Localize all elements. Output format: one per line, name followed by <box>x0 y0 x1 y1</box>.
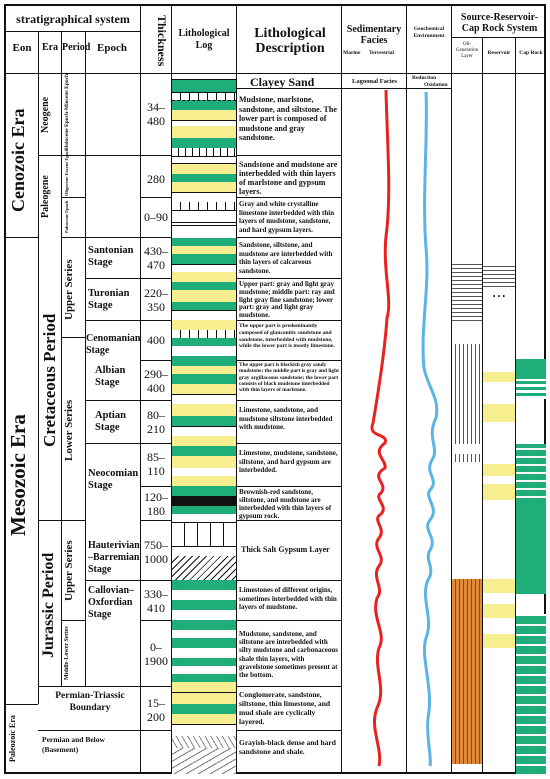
oil-gen-column <box>452 74 482 774</box>
thickness-middle-lower: 0– 1900 <box>144 640 168 668</box>
cap-rock-header: Cap Rock <box>519 50 543 56</box>
desc-santonian: Sandstone, siltstone, and mudstone are interbedded with thin layers of calcareous sandstone. <box>239 241 333 275</box>
period-header: Period <box>62 42 91 53</box>
epoch-upper-series-jurassic: Upper Series <box>63 540 75 602</box>
marine-label: Marine <box>343 50 361 56</box>
desc-permian-triassic: Conglomerate, sandstone, siltstone, thin limestone, and mud shale are cyclically layered. <box>239 690 331 726</box>
epoch-header: Epoch <box>97 42 127 54</box>
desc-hauterivian: Thick Salt Gypsum Layer <box>241 546 330 554</box>
lith-desc-header: Lithological Description <box>254 26 326 56</box>
stage-hauterivian: Hauterivian –Barremian Stage <box>88 540 140 575</box>
terrestrial-label: Terrestrial <box>369 50 395 56</box>
thickness-albian: 290– 400 <box>144 367 168 395</box>
epoch-upper-series: Upper Series <box>63 259 75 321</box>
thickness-hauterivian: 750– 1000 <box>144 538 168 566</box>
desc-cenomanian: The upper part is predominantly composed of glauconitic sandstone and sandstone, interbedded with mudstone, while the lower part is mostly limestone. <box>239 323 335 350</box>
stage-permian-below: Permian and Below (Basement) <box>42 735 105 754</box>
lith-log-header: Lithological Log <box>178 28 230 51</box>
period-cretaceous: Cretaceous Period <box>40 313 59 447</box>
stage-neocomian: Neocomian Stage <box>88 468 139 491</box>
epoch-middle-lower: Middle-Lower Series <box>64 626 70 680</box>
stage-permian-triassic: Permian-Triassic Boundary <box>55 691 125 713</box>
thickness-paleocene: 0–90 <box>144 210 168 224</box>
thickness-neogene: 34– 480 <box>147 100 165 128</box>
desc-callovian: Limestones of different origins, sometimes interbedded with thin layers of mudstone. <box>239 586 337 611</box>
geochem-reduction: Reduction <box>412 75 437 81</box>
srcap-header: Source-Reservoir-Cap Rock System <box>460 12 539 34</box>
eon-mesozoic: Mesozoic Era <box>6 414 30 536</box>
thickness-callovian: 330– 410 <box>144 587 168 615</box>
epoch-paleocene: Paleocene Epoch <box>64 200 69 234</box>
desc-neocomian-1: Limestone, mudstone, sandstone, siltstone, and hard gypsum are interbedded. <box>239 449 338 474</box>
thickness-turonian: 220– 350 <box>144 286 168 314</box>
stage-cenomanian: Cenomanian Stage <box>86 333 141 356</box>
sed-facies-header: Sedimentary Facies <box>346 24 402 46</box>
stage-turonian: Turonian Stage <box>88 288 130 311</box>
geochem-header: Geochemical Environment <box>413 26 445 39</box>
thickness-neocomian-2: 120– 180 <box>144 490 168 518</box>
lithological-log <box>172 74 236 774</box>
desc-clayey-sand: Clayey Sand <box>250 75 315 89</box>
facies-lagoonal: Lagoonal Facies <box>352 78 397 85</box>
eon-header: Eon <box>12 42 32 54</box>
period-jurassic: Jurassic Period <box>40 552 57 658</box>
eon-paleozoic: Paleozoic Era <box>8 715 17 763</box>
thickness-header: Thickness <box>155 15 169 67</box>
desc-aptian: Limestone, sandstone, and mudstone siltstone interbedded with mudstone. <box>239 406 333 431</box>
era-header: Era <box>41 42 59 53</box>
stage-callovian: Callovian– Oxfordian Stage <box>88 585 135 620</box>
desc-paleocene: Gray and white crystalline limestone interbedded with thin layers of mudstone, sandstone, and hard gypsum layers. <box>239 200 335 234</box>
desc-turonian: Upper part: gray and light gray mudstone; middle part: ray and light gray fine sandstone; lower part: gray and light gray mudstone. <box>239 281 335 319</box>
strat-system-title: stratigraphical system <box>16 12 130 26</box>
thickness-santonian: 430– 470 <box>144 244 168 272</box>
cap-rock-column <box>516 74 546 774</box>
reservoir-column: • • • <box>483 74 515 774</box>
era-paleogene: Paleogene <box>40 175 51 219</box>
desc-albian: The upper part is blackish gray sandy mudstone; the middle part is gray and light gray argillaceous sandstone; the lower part consists of black mudstone interbedded with thin layers of marlstone. <box>239 362 339 394</box>
geochem-oxidation: Oxidation <box>424 82 448 88</box>
thickness-cenomanian: 400 <box>147 333 165 347</box>
thickness-oligocene: 280 <box>147 172 165 186</box>
desc-permian-below: Grayish-black dense and hard sandstone and shale. <box>239 738 336 756</box>
thickness-aptian: 80– 210 <box>147 408 165 436</box>
desc-oligocene: Sandstone and mudstone are interbedded with thin layers of marlstone and gypsum layers. <box>239 160 338 196</box>
oil-gen-header: Oil-Generation Layer <box>455 42 479 59</box>
desc-neogene: Mudstone, marlstone, sandstone, and siltstone. The lower part is composed of mudstone and gray sandstone. <box>239 95 337 142</box>
thickness-permian-triassic: 15– 200 <box>147 696 165 724</box>
geochem-curve <box>406 88 451 768</box>
desc-middle-lower: Mudstone, sandstone, and siltstone are interbedded with silty mudstone and carbonaceous shale thin layers, with gravelstone sometimes present at the bottom. <box>239 630 338 680</box>
reservoir-header: Reservoir <box>487 50 511 56</box>
facies-curve <box>341 88 406 768</box>
desc-neocomian-2: Brownish-red sandstone, siltstone, and mudstone are interbedded with thin layers of gypsum rock. <box>239 488 332 520</box>
stage-albian: Albian Stage <box>95 365 126 388</box>
eon-cenozoic: Cenozoic Era <box>8 108 28 212</box>
epoch-lower-series: Lower Series <box>63 399 75 461</box>
stage-aptian: Aptian Stage <box>95 410 126 433</box>
epoch-holocene: Holocene Epoch-Miocene Epoch <box>64 73 70 150</box>
stage-santonian: Santonian Stage <box>88 245 134 268</box>
epoch-oligocene: Oligocene-Eocene Epoch <box>64 148 69 196</box>
era-neogene: Neogene <box>40 96 51 134</box>
thickness-neocomian-1: 85– 110 <box>147 450 165 478</box>
